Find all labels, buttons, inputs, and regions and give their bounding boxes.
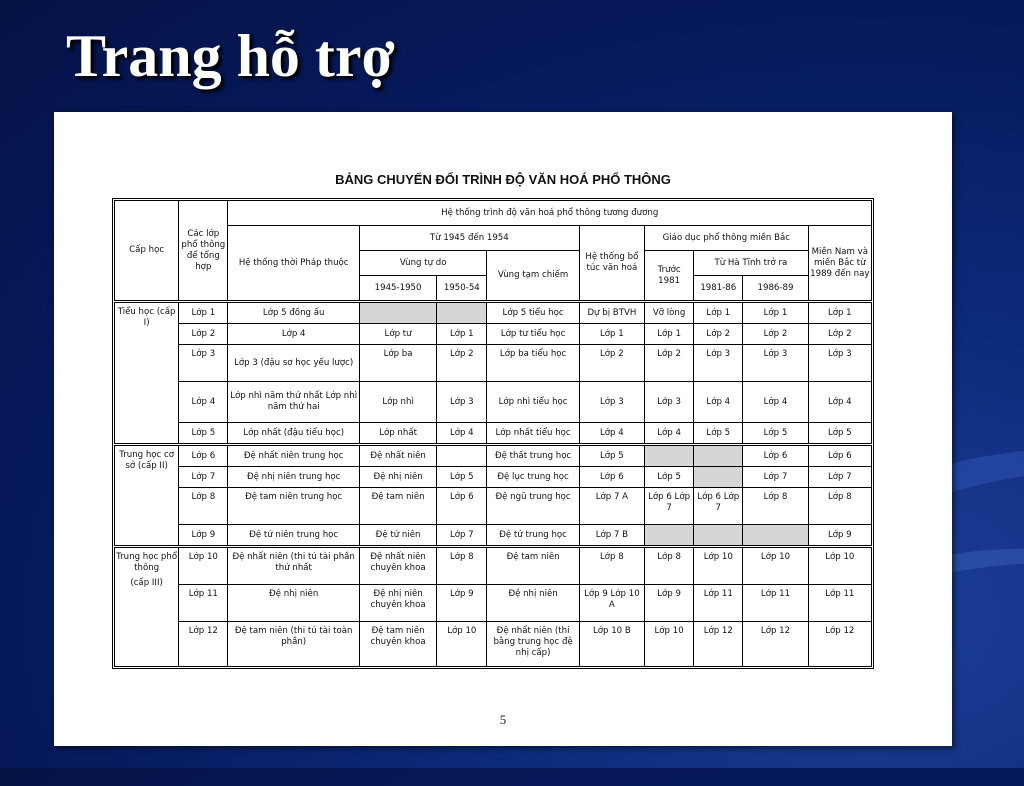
table-row — [115, 345, 872, 382]
table-cell: Lớp 8 — [179, 488, 228, 525]
table-row — [115, 445, 872, 467]
table-cell: Đệ nhị niên chuyên khoa — [359, 585, 436, 622]
table-cell: Lớp 6 — [179, 445, 228, 467]
table-cell: Lớp 11 — [694, 585, 743, 622]
table-cell: Lớp 6 — [808, 445, 871, 467]
table-cell: Lớp 2 — [694, 324, 743, 345]
table-cell: Lớp 12 — [179, 622, 228, 667]
table-cell: Lớp 10 B — [579, 622, 644, 667]
table-row — [115, 467, 872, 488]
table-cell: Lớp 4 — [743, 382, 808, 423]
table-cell: Lớp 5 — [179, 423, 228, 445]
table-cell: Lớp 2 — [808, 324, 871, 345]
table-cell: Lớp 3 — [694, 345, 743, 382]
table-cell: Lớp 7 — [808, 467, 871, 488]
table-row — [115, 525, 872, 547]
table-cell: Lớp 7 — [179, 467, 228, 488]
table-cell: Lớp 10 — [694, 547, 743, 585]
header-vung-tu-do: Vùng tự do — [359, 251, 486, 276]
header-he-thong-tuong-duong: Hệ thống trình độ văn hoá phổ thông tương đương — [228, 201, 872, 226]
table-cell: Đệ ngũ trung học — [487, 488, 579, 525]
table-cell: Lớp nhất tiểu học — [487, 423, 579, 445]
table-title: BẢNG CHUYỂN ĐỔI TRÌNH ĐỘ VĂN HOÁ PHỔ THÔNG — [335, 172, 671, 187]
table-cell: Đệ tam niên — [359, 488, 436, 525]
header-cap-hoc: Cấp học — [115, 201, 179, 302]
slide-title: Trang hỗ trợ — [66, 23, 395, 89]
table-cell: Lớp 5 tiểu học — [487, 302, 579, 324]
table-cell: Lớp 6 — [743, 445, 808, 467]
header-bo-tuc: Hệ thống bổ túc văn hoá — [579, 226, 644, 302]
table-cell: Lớp 5 — [808, 423, 871, 445]
header-gdpt-mien-bac: Giáo dục phổ thông miền Bắc — [645, 226, 809, 251]
table-row — [115, 622, 872, 667]
table-cell: Lớp 7 A — [579, 488, 644, 525]
empty-shaded-cell — [694, 445, 743, 467]
table-cell: Đệ tứ trung học — [487, 525, 579, 547]
table-cell: Lớp 5 — [579, 445, 644, 467]
table-cell: Lớp 10 — [743, 547, 808, 585]
table-cell: Lớp nhì năm thứ nhất Lớp nhì năm thứ hai — [228, 382, 360, 423]
table-cell: Lớp 1 — [645, 324, 694, 345]
table-cell: Lớp 5 — [645, 467, 694, 488]
table-cell: Lớp 4 — [179, 382, 228, 423]
table-cell: Lớp nhì — [359, 382, 436, 423]
table-cell: Lớp 7 — [437, 525, 487, 547]
empty-shaded-cell — [694, 525, 743, 547]
table-cell: Lớp tư tiểu học — [487, 324, 579, 345]
table-cell: Lớp ba — [359, 345, 436, 382]
table-cell: Đệ nhị niên — [487, 585, 579, 622]
table-cell: Lớp 6 Lớp 7 — [694, 488, 743, 525]
table-row — [115, 382, 872, 423]
table-cell: Đệ nhất niên — [359, 445, 436, 467]
table-cell: Đệ tam niên — [487, 547, 579, 585]
table-cell: Lớp 11 — [179, 585, 228, 622]
table-cell: Lớp 1 — [437, 324, 487, 345]
group-cap-3-name: Trung học phổ thông — [116, 552, 178, 573]
table-cell: Lớp 1 — [743, 302, 808, 324]
table-cell: Lớp 2 — [645, 345, 694, 382]
table-row — [115, 302, 872, 324]
table-cell: Lớp nhì tiểu học — [487, 382, 579, 423]
empty-shaded-cell — [645, 525, 694, 547]
empty-shaded-cell — [359, 302, 436, 324]
empty-shaded-cell — [743, 525, 808, 547]
conversion-table-frame — [112, 198, 874, 669]
conversion-table — [114, 200, 872, 667]
table-cell: Lớp 2 — [579, 345, 644, 382]
header-vung-tam-chiem: Vùng tạm chiếm — [487, 251, 579, 302]
table-cell: Lớp tư — [359, 324, 436, 345]
table-cell: Lớp 4 — [437, 423, 487, 445]
empty-shaded-cell — [645, 445, 694, 467]
header-tu-1945: Từ 1945 đến 1954 — [359, 226, 579, 251]
table-cell: Lớp 11 — [808, 585, 871, 622]
table-cell: Lớp 3 — [437, 382, 487, 423]
table-cell: Lớp 10 — [645, 622, 694, 667]
page-number: 5 — [499, 712, 507, 727]
group-cap-3-level: (cấp III) — [130, 578, 163, 588]
table-cell: Lớp 8 — [437, 547, 487, 585]
table-row — [115, 547, 872, 585]
table-cell: Lớp 7 — [743, 467, 808, 488]
empty-shaded-cell — [694, 467, 743, 488]
table-cell: Lớp 5 — [437, 467, 487, 488]
table-cell: Đệ thất trung học — [487, 445, 579, 467]
table-cell: Lớp 2 — [179, 324, 228, 345]
table-cell: Lớp 4 — [579, 423, 644, 445]
table-cell: Lớp ba tiểu học — [487, 345, 579, 382]
document-page — [54, 112, 952, 746]
table-cell: Lớp 10 — [437, 622, 487, 667]
table-cell: Đệ nhất niên (thi tú tài phần thứ nhất — [228, 547, 360, 585]
table-row — [115, 324, 872, 345]
table-cell: Lớp 3 — [579, 382, 644, 423]
group-cap-3 — [115, 547, 179, 667]
table-row — [115, 585, 872, 622]
table-cell: Lớp 12 — [694, 622, 743, 667]
table-cell: Lớp 4 — [645, 423, 694, 445]
header-phap-thuoc: Hệ thống thời Pháp thuộc — [228, 226, 360, 302]
table-cell: Lớp 3 — [743, 345, 808, 382]
table-cell: Lớp 9 — [808, 525, 871, 547]
table-cell: Đệ nhị niên trung học — [228, 467, 360, 488]
table-row — [115, 423, 872, 445]
table-cell: Lớp 7 B — [579, 525, 644, 547]
table-cell: Đệ lục trung học — [487, 467, 579, 488]
table-cell: Lớp 9 Lớp 10 A — [579, 585, 644, 622]
table-cell: Lớp 3 (đậu sơ học yếu lược) — [228, 345, 360, 382]
table-cell: Lớp 9 — [645, 585, 694, 622]
table-cell: Lớp 10 — [808, 547, 871, 585]
group-cap-1: Tiểu học (cấp I) — [115, 302, 179, 445]
table-cell: Lớp 4 — [694, 382, 743, 423]
table-cell: Lớp 3 — [645, 382, 694, 423]
table-cell: Lớp 5 — [694, 423, 743, 445]
header-1981-86: 1981-86 — [694, 276, 743, 302]
table-cell: Lớp 8 — [579, 547, 644, 585]
table-cell: Lớp 4 — [228, 324, 360, 345]
header-1986-89: 1986-89 — [743, 276, 808, 302]
table-row — [115, 488, 872, 525]
table-cell: Lớp 2 — [437, 345, 487, 382]
table-cell: Lớp 3 — [808, 345, 871, 382]
table-cell: Lớp 1 — [579, 324, 644, 345]
header-1950-54: 1950-54 — [437, 276, 487, 302]
table-cell: Lớp 1 — [179, 302, 228, 324]
table-cell: Lớp 2 — [743, 324, 808, 345]
table-cell: Đệ nhị niên — [359, 467, 436, 488]
table-cell — [437, 445, 487, 467]
table-cell: Lớp 5 — [743, 423, 808, 445]
table-cell: Đệ nhất niên chuyên khoa — [359, 547, 436, 585]
table-cell: Lớp 12 — [743, 622, 808, 667]
table-cell: Vỡ lòng — [645, 302, 694, 324]
table-cell: Lớp 10 — [179, 547, 228, 585]
table-cell: Lớp 5 đồng ấu — [228, 302, 360, 324]
table-cell: Lớp 11 — [743, 585, 808, 622]
table-cell: Đệ tứ niên trung học — [228, 525, 360, 547]
table-cell: Lớp 1 — [808, 302, 871, 324]
table-cell: Lớp 4 — [808, 382, 871, 423]
group-cap-2: Trung học cơ sở (cấp II) — [115, 445, 179, 547]
empty-shaded-cell — [437, 302, 487, 324]
table-cell: Lớp 12 — [808, 622, 871, 667]
table-cell: Đệ tam niên chuyên khoa — [359, 622, 436, 667]
table-cell: Đệ nhị niên — [228, 585, 360, 622]
table-cell: Đệ tứ niên — [359, 525, 436, 547]
header-tu-ha-tinh: Từ Hà Tĩnh trở ra — [694, 251, 808, 276]
table-cell: Đệ tam niên (thi tú tài toàn phần) — [228, 622, 360, 667]
table-cell: Lớp nhất (đậu tiểu học) — [228, 423, 360, 445]
header-truoc-1981: Trước 1981 — [645, 251, 694, 302]
header-1945-1950: 1945-1950 — [359, 276, 436, 302]
table-cell: Lớp 1 — [694, 302, 743, 324]
table-cell: Lớp 6 — [437, 488, 487, 525]
table-cell: Đệ nhất niên trung học — [228, 445, 360, 467]
header-mien-nam: Miền Nam và miền Bắc từ 1989 đến nay — [808, 226, 871, 302]
table-cell: Lớp 8 — [743, 488, 808, 525]
table-cell: Lớp nhất — [359, 423, 436, 445]
table-cell: Lớp 6 — [579, 467, 644, 488]
table-cell: Đệ nhất niên (thi bằng trung học đệ nhị cấp) — [487, 622, 579, 667]
table-cell: Lớp 9 — [437, 585, 487, 622]
table-cell: Lớp 3 — [179, 345, 228, 382]
table-cell: Đệ tam niên trung học — [228, 488, 360, 525]
table-cell: Dự bị BTVH — [579, 302, 644, 324]
table-cell: Lớp 6 Lớp 7 — [645, 488, 694, 525]
header-cac-lop: Các lớp phổ thông để tổng hợp — [179, 201, 228, 302]
table-cell: Lớp 8 — [808, 488, 871, 525]
table-cell: Lớp 9 — [179, 525, 228, 547]
table-cell: Lớp 8 — [645, 547, 694, 585]
